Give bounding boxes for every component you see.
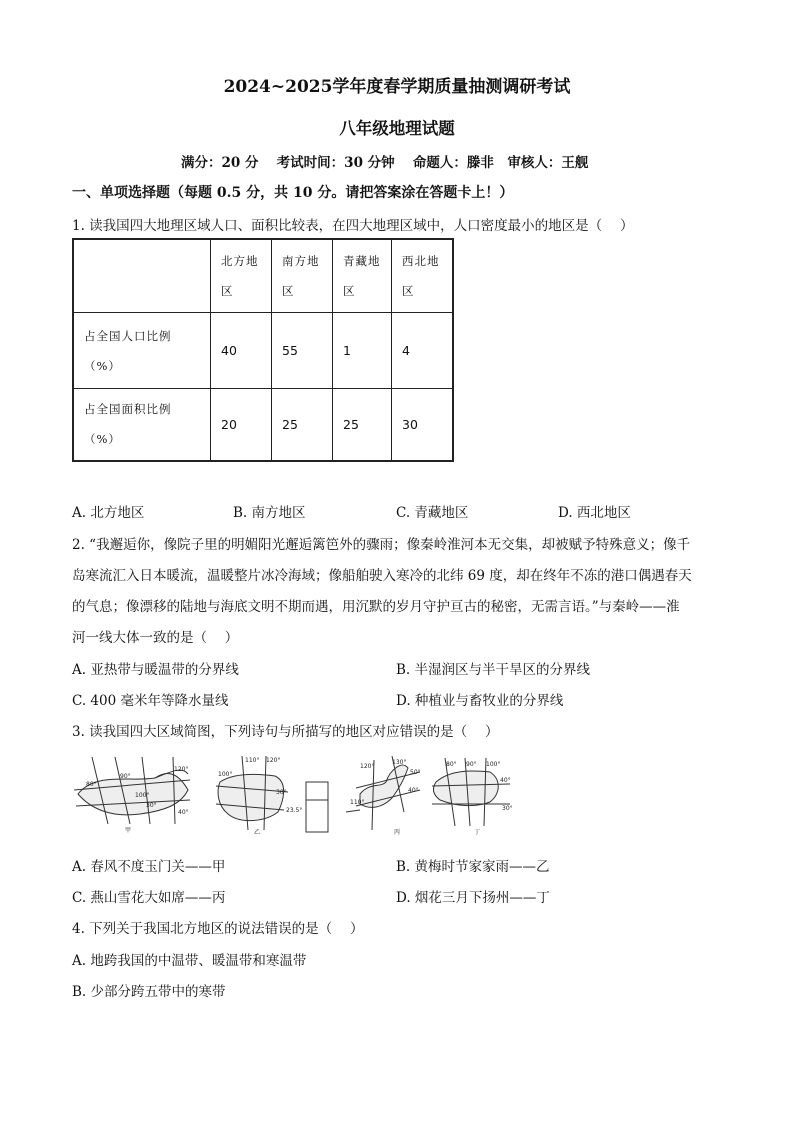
question-3-stem: 3. 读我国四大区域简图，下列诗句与所描写的地区对应错误的是（ ） (72, 724, 499, 740)
q4-option-b[interactable]: B. 少部分跨五带中的寒带 (72, 984, 226, 1000)
q3-option-c[interactable]: C. 燕山雪花大如席——丙 (72, 890, 226, 906)
q3-option-a[interactable]: A. 春风不度玉门关——甲 (72, 859, 226, 875)
q1-option-c[interactable]: C. 青藏地区 (396, 505, 469, 521)
q1-header-south: 南方地区 (272, 239, 333, 313)
question-2-line-4: 河一线大体一致的是（ ） (72, 630, 239, 646)
q3-region-maps (70, 752, 520, 842)
exam-title: 2024~2025学年度春学期质量抽测调研考试 (223, 77, 571, 97)
q1-option-d[interactable]: D. 西北地区 (558, 505, 631, 521)
map-label: 100° (218, 771, 233, 778)
q2-option-b[interactable]: B. 半湿润区与半干旱区的分界线 (396, 662, 591, 678)
exam-info: 满分：20 分 考试时间：30 分钟 命题人：滕非 审核人：王舰 (181, 155, 589, 171)
map-yi-label: 乙 (254, 829, 261, 836)
q1-cell: 30 (392, 389, 454, 461)
q1-cell: 25 (333, 389, 392, 461)
map-label: 110° (350, 799, 365, 806)
map-label: 50° (410, 769, 421, 776)
section-heading: 一、单项选择题（每题 0.5 分，共 10 分。请把答案涂在答题卡上！） (72, 185, 514, 201)
map-label: 30° (502, 805, 513, 812)
map-label: 90° (120, 773, 131, 780)
q1-option-a[interactable]: A. 北方地区 (72, 505, 145, 521)
map-label: 100° (135, 792, 150, 799)
exam-subtitle: 八年级地理试题 (339, 119, 455, 138)
q1-cell: 1 (333, 313, 392, 389)
map-label: 100° (486, 761, 501, 768)
map-jia-label: 甲 (125, 827, 132, 834)
map-label: 120° (266, 757, 281, 764)
question-2-line-3: 的气息；像漂移的陆地与海底文明不期而遇，用沉默的岁月守护亘古的秘密，无需言语。”与秦岭——淮 (72, 599, 680, 615)
q1-header-north: 北方地区 (211, 239, 272, 313)
map-label: 110° (245, 757, 260, 764)
map-label: 30° (276, 789, 287, 796)
q2-option-a[interactable]: A. 亚热带与暖温带的分界线 (72, 662, 239, 678)
question-4-stem: 4. 下列关于我国北方地区的说法错误的是（ ） (72, 921, 364, 937)
map-label: 80° (86, 781, 97, 788)
q1-cell: 55 (272, 313, 333, 389)
map-bing-label: 丙 (394, 829, 401, 836)
map-label: 120° (174, 766, 189, 773)
map-label: 40° (178, 809, 189, 816)
q3-option-b[interactable]: B. 黄梅时节家家雨——乙 (396, 859, 550, 875)
q1-option-b[interactable]: B. 南方地区 (233, 505, 306, 521)
q4-option-a[interactable]: A. 地跨我国的中温带、暖温带和寒温带 (72, 953, 307, 969)
map-label: 80° (446, 761, 457, 768)
map-label: 120° (360, 763, 375, 770)
map-ding-label: 丁 (474, 829, 481, 836)
map-label: 40° (500, 777, 511, 784)
q1-header-qingzang: 青藏地区 (333, 239, 392, 313)
q1-cell: 4 (392, 313, 454, 389)
map-label: 40° (408, 787, 419, 794)
q1-table (72, 238, 454, 462)
question-1-stem: 1. 读我国四大地理区域人口、面积比较表，在四大地理区域中，人口密度最小的地区是（ ） (72, 218, 634, 234)
q1-cell: 40 (211, 313, 272, 389)
q1-header-northwest: 西北地区 (392, 239, 454, 313)
map-label: 30° (146, 802, 157, 809)
q1-row-population-label: 占全国人口比例（%） (73, 313, 211, 389)
q1-row-area-label: 占全国面积比例（%） (73, 389, 211, 461)
q1-table-corner (73, 239, 211, 313)
q1-cell: 20 (211, 389, 272, 461)
map-label: 23.5° (286, 807, 303, 814)
q3-option-d[interactable]: D. 烟花三月下扬州——丁 (396, 890, 550, 906)
q1-cell: 25 (272, 389, 333, 461)
map-label: 90° (466, 761, 477, 768)
map-label: 130° (392, 759, 407, 766)
question-2-line-2: 岛寒流汇入日本暖流，温暖整片冰冷海域；像船舶驶入寒冷的北纬 69 度，却在终年不冻的港口偶遇春天 (72, 568, 692, 584)
question-2-line-1: 2. “我邂逅你，像院子里的明媚阳光邂逅篱笆外的骤雨；像秦岭淮河本无交集，却被赋予特殊意义；像千 (72, 537, 691, 553)
q2-option-d[interactable]: D. 种植业与畜牧业的分界线 (396, 693, 564, 709)
q2-option-c[interactable]: C. 400 毫米年等降水量线 (72, 693, 229, 709)
